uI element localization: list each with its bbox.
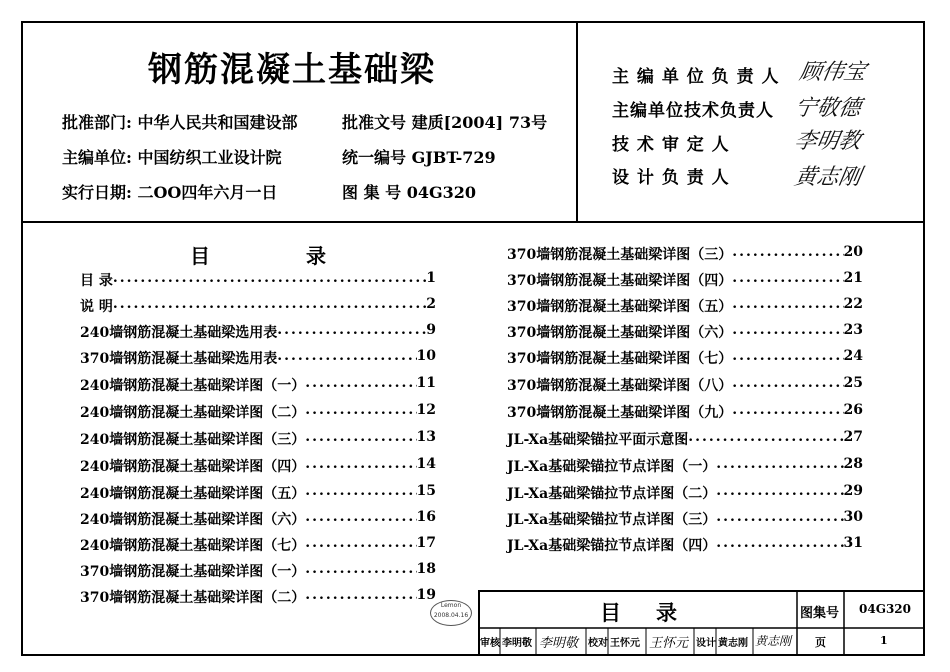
check-name: 王怀元 xyxy=(610,638,640,649)
check-label: 校对 xyxy=(588,638,608,649)
toc-entry[interactable]: JL-Xa基础梁锚拉节点详图（二） ..... 29 xyxy=(507,483,863,505)
toc-entry[interactable]: 240墙钢筋混凝土基础梁详图（二） ..... 12 xyxy=(80,402,436,424)
toc-entry[interactable]: 370墙钢筋混凝土基础梁详图（三） ..... 20 xyxy=(507,244,863,266)
signature-3: 李明教 xyxy=(792,129,863,154)
toc-entry[interactable]: 240墙钢筋混凝土基础梁详图（五） ..... 15 xyxy=(80,483,436,505)
approval-doc: 批准文号 建质[2004] 73号 xyxy=(342,113,548,132)
toc-heading-left: 目 xyxy=(190,244,210,268)
design-signature: 黄志刚 xyxy=(755,634,792,648)
toc-entry[interactable]: 370墙钢筋混凝土基础梁详图（九） ..... 26 xyxy=(507,402,863,424)
toc-entry[interactable]: 240墙钢筋混凝土基础梁详图（四） ..... 14 xyxy=(80,456,436,478)
editor-unit: 主编单位: 中国纺织工业设计院 xyxy=(62,148,282,167)
toc-heading-right: 录 xyxy=(306,244,326,268)
toc-entry[interactable]: 240墙钢筋混凝土基础梁详图（一） ..... 11 xyxy=(80,375,436,397)
toc-entry[interactable]: 240墙钢筋混凝土基础梁选用表 ..... 9 xyxy=(80,322,436,344)
review-signature: 李明敬 xyxy=(539,636,579,651)
signature-divider xyxy=(576,21,578,222)
signature-4: 黄志刚 xyxy=(792,165,863,190)
signature-role-1: 主 编 单 位 负 责 人 xyxy=(612,67,780,87)
page-label: 页 xyxy=(815,636,826,649)
toc-entry[interactable]: 目 录 ..... 1 xyxy=(80,270,436,292)
toc-entry[interactable]: 240墙钢筋混凝土基础梁详图（七） ..... 17 xyxy=(80,535,436,557)
lemon-stamp xyxy=(430,600,472,626)
review-name: 李明敬 xyxy=(502,638,532,649)
approval-dept: 批准部门: 中华人民共和国建设部 xyxy=(62,113,298,132)
stamp-text: Lemon xyxy=(440,602,462,609)
title-block-title-left: 目 xyxy=(600,600,621,625)
toc-entry[interactable]: 240墙钢筋混凝土基础梁详图（三） ..... 13 xyxy=(80,429,436,451)
design-name: 黄志刚 xyxy=(718,638,748,649)
review-label: 审核 xyxy=(480,638,500,649)
toc-entry[interactable]: JL-Xa基础梁锚拉节点详图（三） ..... 30 xyxy=(507,509,863,531)
signature-role-2: 主编单位技术负责人 xyxy=(612,101,774,121)
page-value: 1 xyxy=(880,634,888,647)
signature-role-4: 设 计 负 责 人 xyxy=(612,168,730,188)
toc-entry[interactable]: 370墙钢筋混凝土基础梁详图（四） ..... 21 xyxy=(507,270,863,292)
toc-entry[interactable]: 说 明 ..... 2 xyxy=(80,296,436,318)
title-block xyxy=(478,590,925,656)
toc-entry[interactable]: JL-Xa基础梁锚拉节点详图（一） ..... 28 xyxy=(507,456,863,478)
toc-entry[interactable]: 370墙钢筋混凝土基础梁详图（八） ..... 25 xyxy=(507,375,863,397)
toc-entry[interactable]: 370墙钢筋混凝土基础梁详图（七） ..... 24 xyxy=(507,348,863,370)
atlas-value: 04G320 xyxy=(859,602,911,616)
toc-entry[interactable]: 370墙钢筋混凝土基础梁详图（五） ..... 22 xyxy=(507,296,863,318)
toc-entry[interactable]: 240墙钢筋混凝土基础梁详图（六） ..... 16 xyxy=(80,509,436,531)
toc-entry[interactable]: 370墙钢筋混凝土基础梁选用表 ..... 10 xyxy=(80,348,436,370)
signature-1: 顾伟宝 xyxy=(797,60,868,85)
unified-number: 统一编号 GJBT-729 xyxy=(342,148,496,167)
title-block-title-right: 录 xyxy=(656,600,677,625)
atlas-title: 钢筋混凝土基础梁 xyxy=(148,50,436,90)
toc-entry[interactable]: 370墙钢筋混凝土基础梁详图（六） ..... 23 xyxy=(507,322,863,344)
header-divider xyxy=(21,221,925,223)
atlas-number: 图 集 号 04G320 xyxy=(342,183,477,202)
toc-entry[interactable]: 370墙钢筋混凝土基础梁详图（一） ..... 18 xyxy=(80,561,436,583)
effective-date: 实行日期: 二OO四年六月一日 xyxy=(62,183,278,202)
toc-entry[interactable]: JL-Xa基础梁锚拉节点详图（四） ..... 31 xyxy=(507,535,863,557)
stamp-date: 2008.04.16 xyxy=(433,612,469,619)
toc-entry[interactable]: 370墙钢筋混凝土基础梁详图（二） ..... 19 xyxy=(80,587,436,609)
signature-role-3: 技 术 审 定 人 xyxy=(612,135,730,155)
check-signature: 王怀元 xyxy=(649,636,689,651)
toc-entry[interactable]: JL-Xa基础梁锚拉平面示意图 ..... 27 xyxy=(507,429,863,451)
design-label: 设计 xyxy=(696,638,716,649)
atlas-label: 图集号 xyxy=(800,606,840,621)
signature-2: 宁敬德 xyxy=(792,96,863,121)
